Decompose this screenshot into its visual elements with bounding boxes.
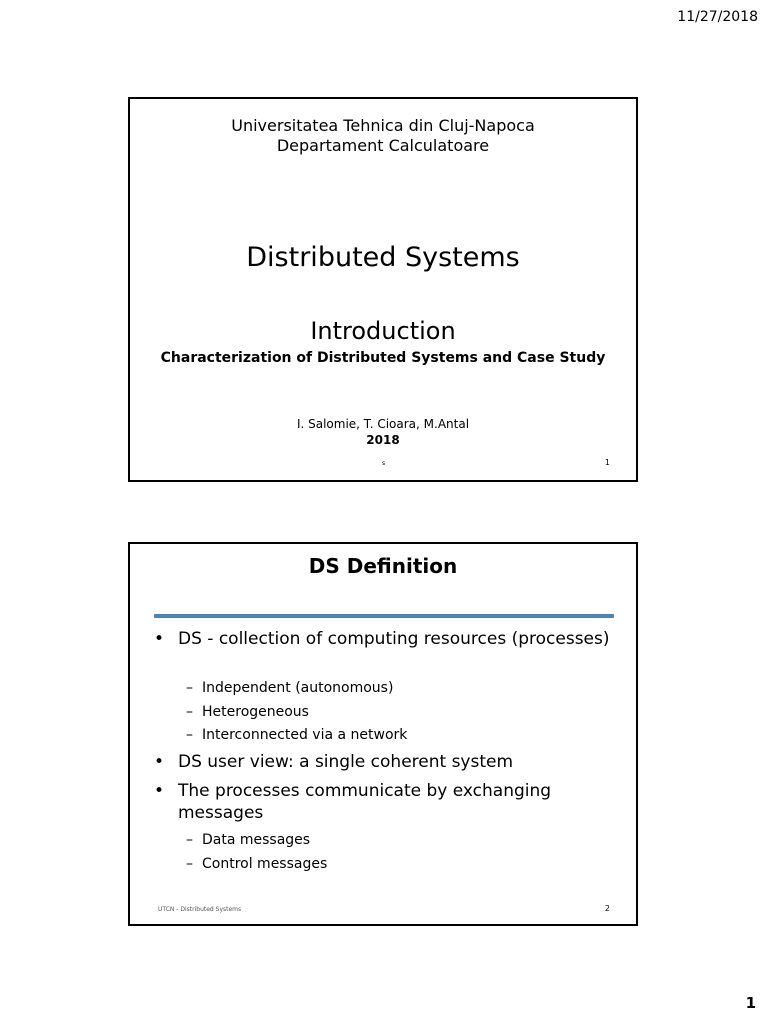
slide-2 — [128, 542, 638, 926]
page-number: 1 — [745, 994, 756, 1012]
department-name: Departament Calculatoare — [276, 136, 490, 155]
slide-mark: s — [382, 460, 386, 467]
slide-subtitle: Characterization of Distributed Systems and Case Study — [160, 350, 606, 366]
slide-1 — [128, 97, 638, 482]
dash-icon: – — [186, 832, 193, 848]
university-name: Universitatea Tehnica din Cluj-Napoca — [231, 116, 535, 135]
sub-bullet-text: Data messages — [202, 832, 311, 848]
slide-page-number: 2 — [604, 904, 610, 913]
slide-title: DS Definition — [308, 554, 458, 578]
dash-icon: – — [186, 704, 193, 720]
dash-icon: – — [186, 856, 193, 872]
sub-bullet-text: Interconnected via a network — [202, 727, 408, 743]
slide-footer: UTCN - Distributed Systems — [158, 906, 242, 913]
bullet-text: DS user view: a single coherent system — [178, 752, 514, 772]
bullet-icon: • — [154, 629, 165, 649]
bullet-text: The processes communicate by exchanging messages — [178, 781, 552, 823]
title-divider — [154, 614, 614, 618]
bullet-text: DS - collection of computing resources (processes) — [178, 629, 610, 649]
slide-title: Distributed Systems — [246, 242, 520, 273]
sub-bullet-text: Heterogeneous — [202, 704, 309, 720]
slide-heading: Introduction — [310, 317, 456, 345]
authors: I. Salomie, T. Cioara, M.Antal — [296, 417, 470, 431]
bullet-icon: • — [154, 752, 165, 772]
dash-icon: – — [186, 680, 193, 696]
slide-page-number: 1 — [604, 458, 610, 467]
bullet-icon: • — [154, 781, 165, 801]
sub-bullet-text: Independent (autonomous) — [202, 680, 394, 696]
year: 2018 — [366, 433, 400, 447]
dash-icon: – — [186, 727, 193, 743]
page-date: 11/27/2018 — [677, 9, 758, 25]
sub-bullet-text: Control messages — [202, 856, 328, 872]
